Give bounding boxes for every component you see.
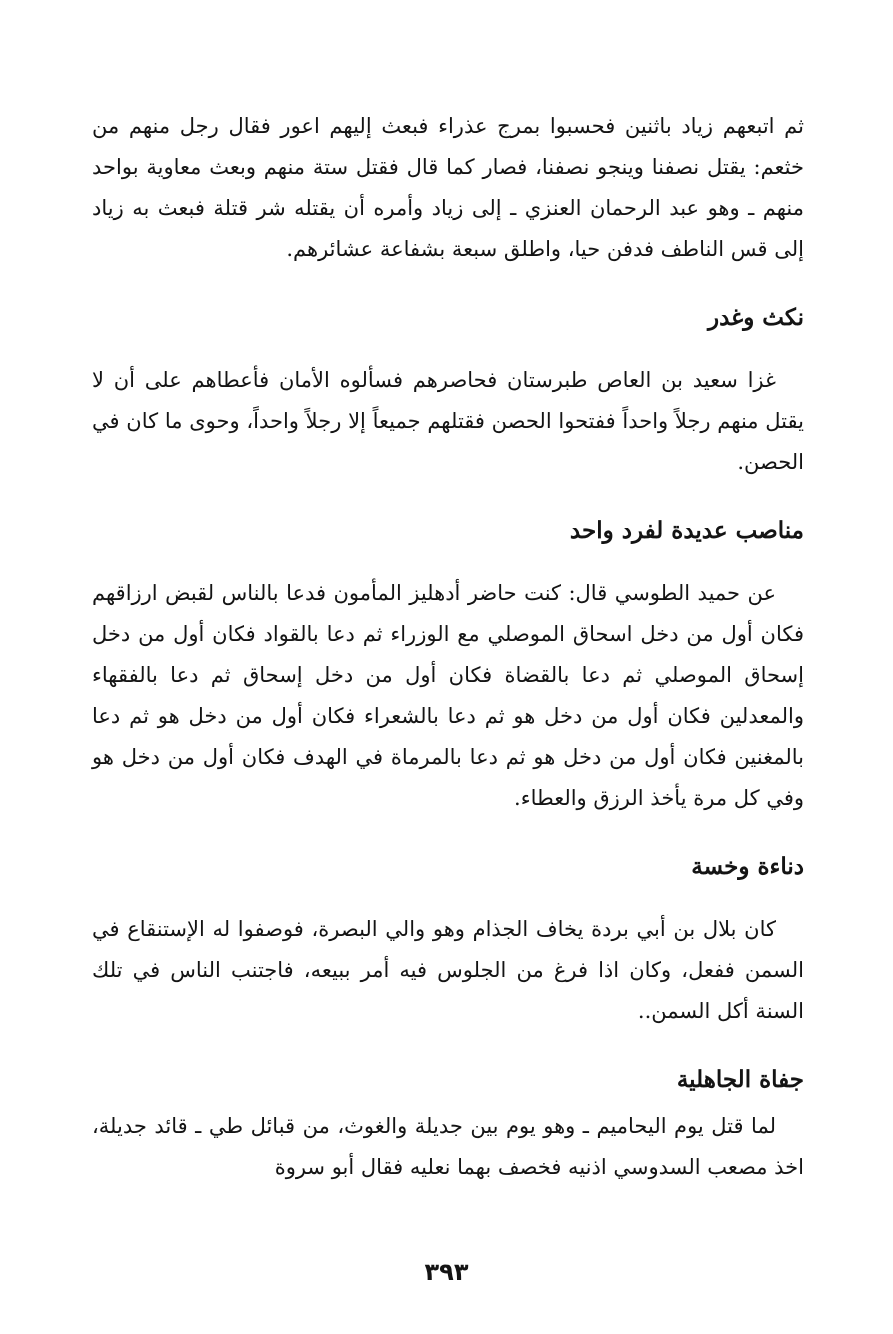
spacer xyxy=(92,551,804,573)
spacer xyxy=(92,819,804,847)
page-body xyxy=(92,106,804,1188)
opening-paragraph: ثم اتبعهم زياد باثنين فحسبوا بمرج عذراء فبعث إليهم اعور فقال رجل منهم من خثعم: يقتل نصفنا وينجو نصفنا، فصار كما قال فقتل ستة منهم وبعث معاوية بواحد منهم ـ وهو عبد الرحمان العنزي ـ إلى زياد وأمره أن يقتله شر قتلة فبعث به زياد إلى قس الناطف فدفن حيا، واطلق سبعة بشفاعة عشائرهم. xyxy=(92,114,804,261)
section-heading-jahiliyya: جفاة الجاهلية xyxy=(676,1066,804,1093)
paragraph-jahiliyya: لما قتل يوم اليحاميم ـ وهو يوم بين جديلة والغوث، من قبائل طي ـ قائد جديلة، اخذ مصعب السدوسي اذنيه فخصف بهما نعليه فقال أبو سروة xyxy=(92,1114,804,1179)
spacer xyxy=(92,1032,804,1060)
spacer xyxy=(92,483,804,511)
paragraph-meanness: كان بلال بن أبي بردة يخاف الجذام وهو والي البصرة، فوصفوا له الإستنقاع في السمن ففعل، وكان اذا فرغ من الجلوس فيه أمر ببيعه، فاجتنب الناس في تلك السنة أكل السمن.. xyxy=(92,917,804,1023)
section-heading-multiple-posts: مناصب عديدة لفرد واحد xyxy=(569,517,804,544)
paragraph-multiple-posts: عن حميد الطوسي قال: كنت حاضر أدهليز المأمون فدعا بالناس لقبض ارزاقهم فكان أول من دخل اسحاق الموصلي مع الوزراء ثم دعا بالقواد فكان أول من دخل إسحاق الموصلي ثم دعا بالقضاة فكان أول من دخل إسحاق ثم دعا بالفقهاء والمعدلين فكان أول من دخل هو ثم دعا بالشعراء فكان أول من دخل هو ثم دعا بالمغنين فكان أول من دخل هو ثم دعا بالمرماة في الهدف فكان أول من دخل هو وفي كل مرة يأخذ الرزق والعطاء. xyxy=(92,581,804,810)
spacer xyxy=(92,338,804,360)
section-heading-betrayal: نكث وغدر xyxy=(707,304,804,331)
page-number: ٣٩٣ xyxy=(424,1258,469,1286)
section-heading-meanness: دناءة وخسة xyxy=(691,853,804,880)
spacer xyxy=(92,270,804,298)
spacer xyxy=(92,887,804,909)
paragraph-betrayal: غزا سعيد بن العاص طبرستان فحاصرهم فسألوه الأمان فأعطاهم على أن لا يقتل منهم رجلاً واحداً ففتحوا الحصن فقتلهم جميعاً إلا رجلاً واحداً، وحوى ما كان في الحصن. xyxy=(92,368,804,474)
